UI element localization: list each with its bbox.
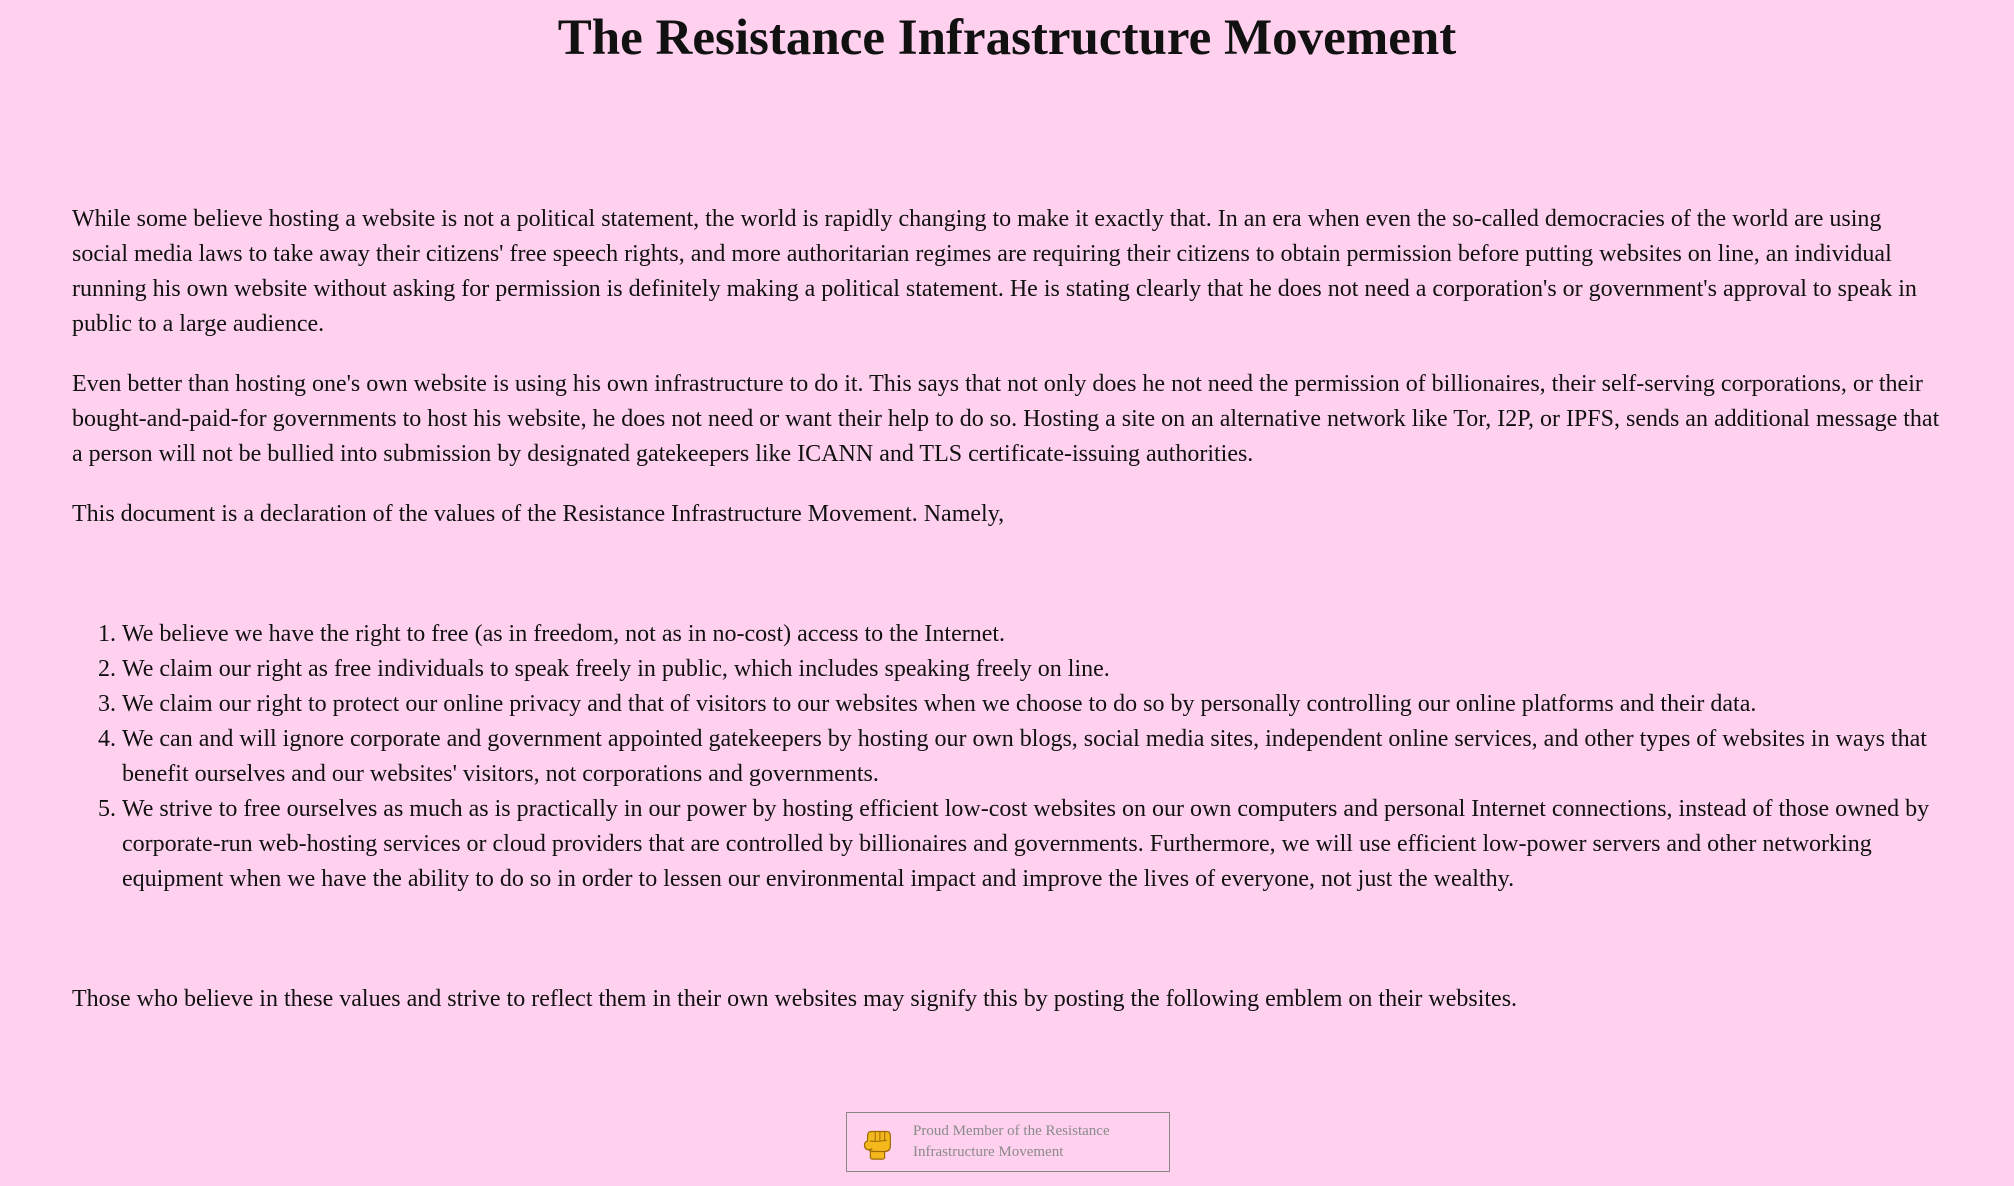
raised-fist-icon [859, 1123, 897, 1161]
emblem-badge[interactable] [846, 1112, 1170, 1172]
intro-paragraph-2 [72, 367, 1942, 472]
intro-paragraph-1 [72, 202, 1942, 342]
values-list-item-1: 1. We believe we have the right to free (as in freedom, not as in no-cost) access to the Internet. [122, 617, 1942, 652]
values-list [72, 617, 1942, 897]
emblem-text: Proud Member of the Resistance Infrastructure Movement [913, 1123, 1110, 1160]
values-list-item-2: 2. We claim our right as free individuals to speak freely in public, which includes speaking freely on line. [122, 652, 1942, 687]
intro-paragraph-3 [72, 497, 1942, 532]
values-list-item-5: 5. We strive to free ourselves as much as is practically in our power by hosting efficient low-cost websites on our own computers and personal Internet connections, instead of those owned by corporate-run web-hosting services or cloud providers that are controlled by billionaires and governments. Furthermore, we will use efficient low-power servers and other networking equipment when we have the ability to do so in order to lessen our environmental impact and improve the lives of everyone, not just the wealthy. [122, 792, 1942, 897]
values-list-item-3: 3. We claim our right to protect our online privacy and that of visitors to our websites when we choose to do so by personally controlling our online platforms and their data. [122, 687, 1942, 722]
page-title: The Resistance Infrastructure Movement [557, 10, 1457, 66]
intro-paragraph-2-text: Even better than hosting one's own website is using his own infrastructure to do it. This says that not only does he not need the permission of billionaires, their self-serving corporations, or their bought-and-paid-for governments to host his website, he does not need or want their help to do so. Hosting a site on an alternative network like Tor, I2P, or IPFS, sends an additional message that a person will not be bullied into submission by designated gatekeepers like ICANN and TLS certificate-issuing authorities. [72, 371, 1940, 467]
intro-paragraph-3-text: This document is a declaration of the values of the Resistance Infrastructure Movement. Namely, [72, 501, 1005, 527]
closing-paragraph [72, 982, 1942, 1017]
values-list-item-4: 4. We can and will ignore corporate and government appointed gatekeepers by hosting our own blogs, social media sites, independent online services, and other types of websites in ways that benefit ourselves and our websites' visitors, not corporations and governments. [122, 722, 1942, 792]
closing-paragraph-text: Those who believe in these values and strive to reflect them in their own websites may signify this by posting the following emblem on their websites. [72, 986, 1518, 1012]
intro-paragraph-1-text: While some believe hosting a website is not a political statement, the world is rapidly changing to make it exactly that. In an era when even the so-called democracies of the world are using social media laws to take away their citizens' free speech rights, and more authoritarian regimes are requiring their citizens to obtain permission before putting websites on line, an individual running his own website without asking for permission is definitely making a political statement. He is stating clearly that he does not need a corporation's or government's approval to speak in public to a large audience. [72, 206, 1917, 337]
